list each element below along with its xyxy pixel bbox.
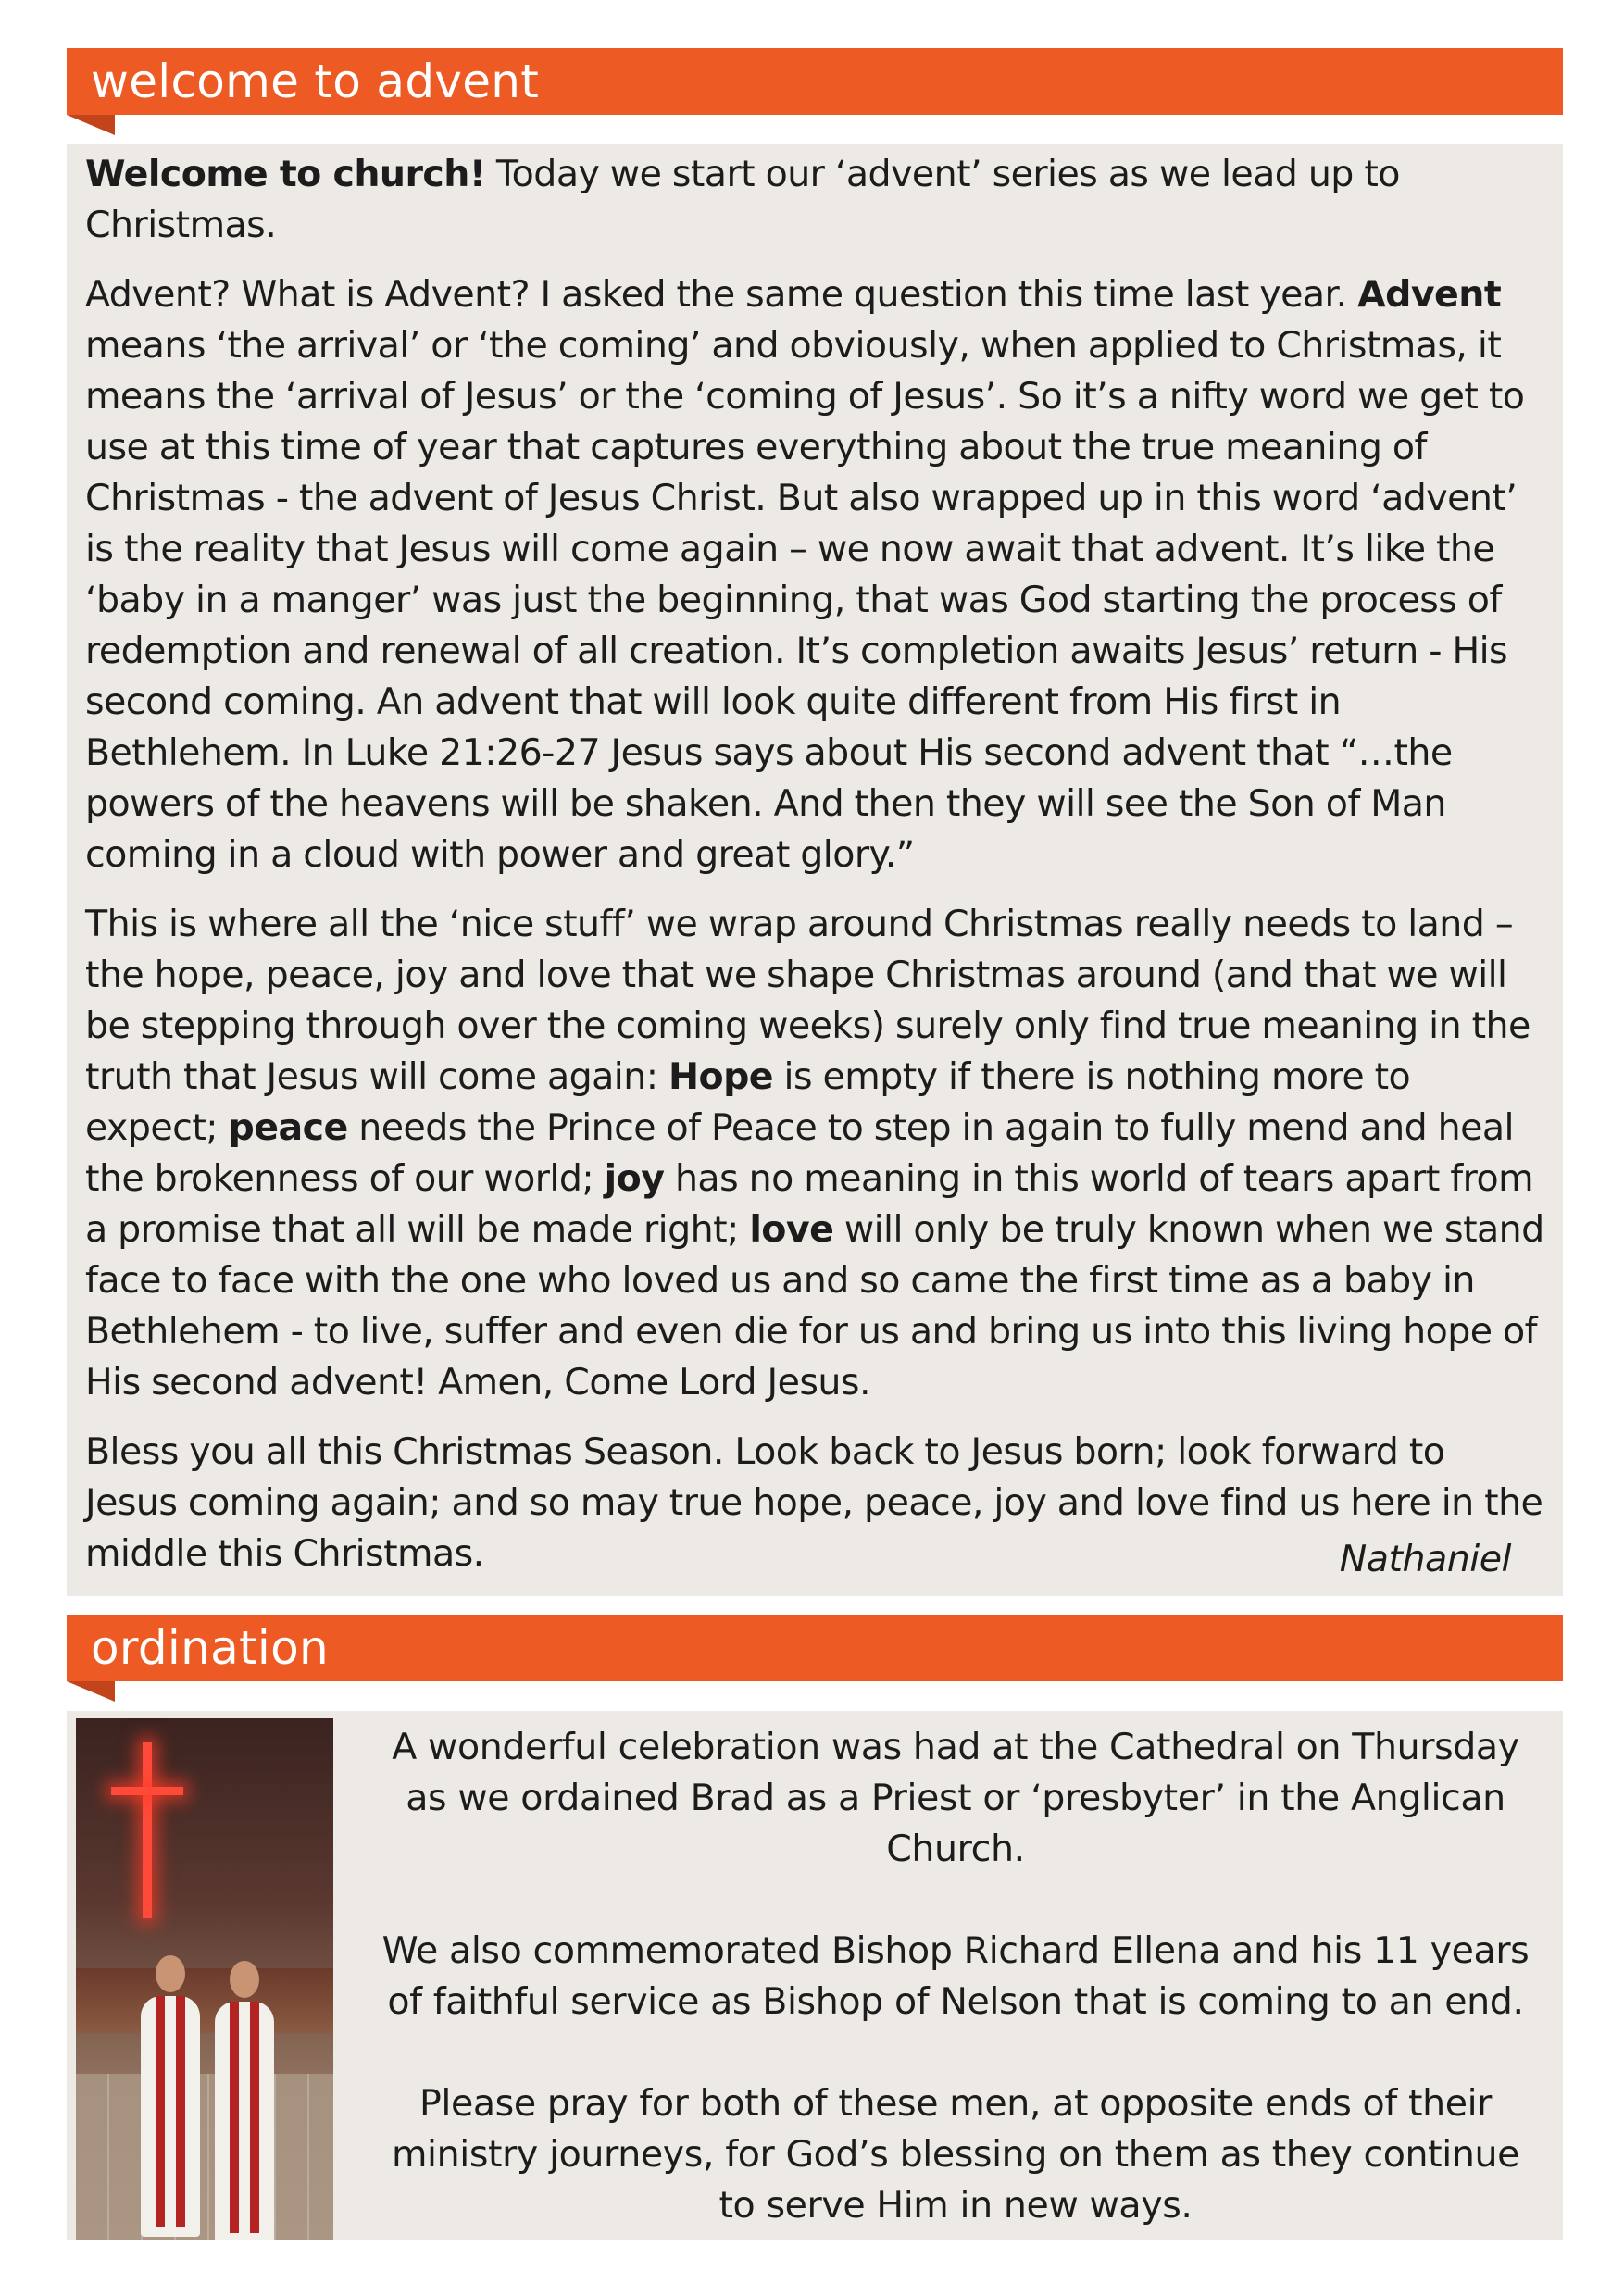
advent-paragraph-3 [85,899,1544,1408]
ordination-paragraph-2: We also commemorated Bishop Richard Ellena and his 11 years of faithful service as Bishop of Nelson that is coming to an end. [381,1929,1530,2023]
advent-panel [67,144,1563,1596]
priest-head [230,1961,259,1998]
advent-paragraph-4: Bless you all this Christmas Season. Look back to Jesus born; look forward to Jesus coming again; and so may true hope, peace, joy and love find us here in the middle this Christmas. [85,1430,1543,1575]
advent-p3-joy: joy [604,1157,665,1200]
priest-head [156,1955,185,1992]
advent-p3-c: needs the Prince of Peace to step in again to fully mend and heal the brokenness of our world; [85,1106,1514,1200]
advent-p3-hope: Hope [668,1055,774,1098]
advent-p1-bold: Welcome to church! [85,153,486,195]
photo-floor [76,2074,333,2240]
advent-paragraph-2 [85,269,1544,880]
ordination-panel [67,1711,1563,2240]
ordination-text [372,1722,1539,2231]
advent-p3-peace: peace [228,1106,348,1149]
stole [156,1996,165,2227]
advent-p3-d: has no meaning in this world of tears apart from a promise that all will be made right; [85,1157,1534,1251]
advent-heading-tab [67,115,115,135]
ordination-paragraph-1: A wonderful celebration was had at the Cathedral on Thursday as we ordained Brad as a Priest or ‘presbyter’ in the Anglican Church. [392,1726,1519,1870]
neon-cross-bar [111,1787,183,1795]
advent-p3-b: is empty if there is nothing more to expect; [85,1055,1411,1149]
ordination-photo [76,1718,333,2240]
priest-figure-left [141,1996,200,2237]
advent-p1-text: Today we start our ‘advent’ series as we lead up to Christmas. [85,153,1400,246]
advent-heading [67,48,1563,115]
advent-p3-e: will only be truly known when we stand face to face with the one who loved us and so came the first time as a baby in Bethlehem - to live, suffer and even die for us and bring us into this living hope of His second advent! Amen, Come Lord Jesus. [85,1208,1544,1404]
stole [250,2002,259,2233]
priest-figure-right [215,2002,274,2240]
advent-p2-b: means ‘the arrival’ or ‘the coming’ and obviously, when applied to Christmas, it means the ‘arrival of Jesus’ or the ‘coming of Jesus’. So it’s a nifty word we get to use at this time of year that captures everything about the true meaning of Christmas - the advent of Jesus Christ. But also wrapped up in this word ‘advent’ is the reality that Jesus will come again – we now await that advent. It’s like the ‘baby in a manger’ was just the beginning, that was God starting the process of redemption and renewal of all creation. It’s completion awaits Jesus’ return - His second coming. An advent that will look quite different from His first in Bethlehem. In Luke 21:26-27 Jesus says about His second advent that “…the powers of the heavens will be shaken. And then they will see the Son of Man coming in a cloud with power and great glory.” [85,324,1525,876]
neon-cross-icon [143,1742,152,1918]
advent-p2-a: Advent? What is Advent? I asked the same question this time last year. [85,273,1358,316]
ordination-heading-tab [67,1681,115,1702]
photo-pew [76,1968,333,2033]
ordination-heading-text: ordination [91,1621,330,1675]
advent-paragraph-1 [85,144,1544,251]
advent-p3-love: love [749,1208,834,1251]
stole [230,2002,239,2233]
advent-p3-a: This is where all the ‘nice stuff’ we wrap around Christmas really needs to land – the hope, peace, joy and love that we shape Christmas around (and that we will be stepping through over the coming weeks) surely only find true meaning in the truth that Jesus will come again: [85,903,1530,1098]
advent-p2-bold: Advent [1357,273,1502,316]
ordination-paragraph-3: Please pray for both of these men, at opposite ends of their ministry journeys, for God’s blessing on them as they continue to serve Him in new ways. [391,2082,1520,2227]
advent-signature: Nathaniel [1339,1538,1511,1580]
advent-heading-text: welcome to advent [91,55,540,108]
stole [176,1996,185,2227]
ordination-heading [67,1615,1563,1681]
